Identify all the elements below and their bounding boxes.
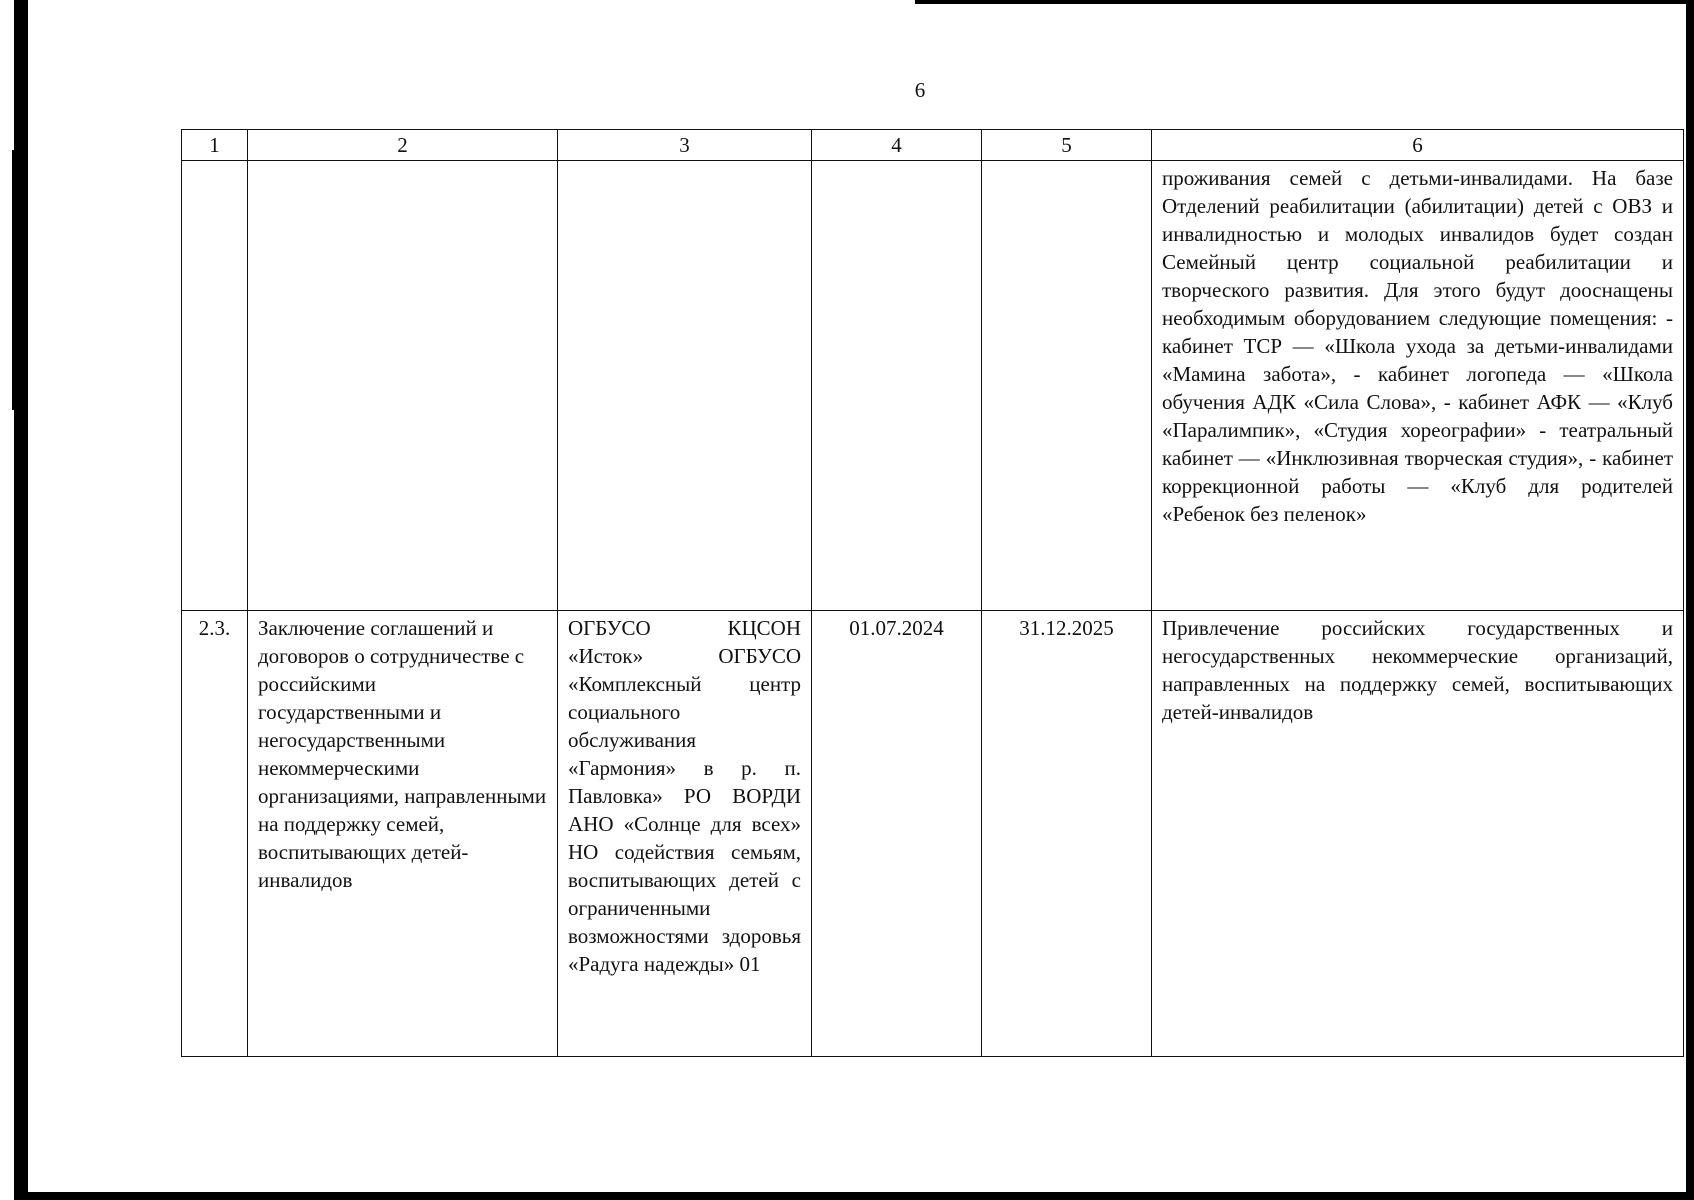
table-header-row [182,130,1684,161]
cell-result: проживания семей с детьми-инвалидами. На базе Отделений реабилитации (абилитации) детей с ОВЗ и инвалидностью и молодых инвалидов будет создан Семейный центр социальной реабилитации и творческого развития. Для этого будут дооснащены необходимым оборудованием следующие помещения: - кабинет ТСР — «Школа ухода за детьми-инвалидами «Мамина забота», - кабинет логопеда — «Школа обучения АДК «Сила Слова», - кабинет АФК — «Клуб «Паралимпик», «Студия хореографии» - театральный кабинет — «Инклюзивная творческая студия», - кабинет коррекционной работы — «Клуб для родителей «Ребенок без пеленок» [1152,161,1684,611]
scan-border-left-mark [12,150,28,410]
page-number: 6 [914,78,926,102]
scan-border-bottom [14,1192,1694,1200]
cell-start-date: 01.07.2024 [812,611,982,1057]
table-row [182,161,1684,611]
cell-end-date [982,161,1152,611]
cell-measure: Заключение соглашений и договоров о сотрудничестве с российскими государственными и негосударственными некоммерческими организациями, направленными на поддержку семей, воспитывающих детей-инвалидов [248,611,558,1057]
plan-table [181,129,1684,1057]
cell-num: 2.3. [182,611,248,1057]
scan-border-top [915,0,1694,4]
header-col-3: 3 [558,130,812,161]
header-col-2: 2 [248,130,558,161]
header-col-4: 4 [812,130,982,161]
cell-start-date [812,161,982,611]
cell-measure [248,161,558,611]
cell-executors [558,161,812,611]
table-row [182,611,1684,1057]
cell-result: Привлечение российских государственных и негосударственных некоммерческие организаций, направленных на поддержку семей, воспитывающих детей-инвалидов [1152,611,1684,1057]
cell-end-date: 31.12.2025 [982,611,1152,1057]
header-col-5: 5 [982,130,1152,161]
cell-num [182,161,248,611]
header-col-1: 1 [182,130,248,161]
header-col-6: 6 [1152,130,1684,161]
cell-executors: ОГБУСО КЦСОН «Исток» ОГБУСО «Комплексный центр социального обслуживания «Гармония» в р. п. Павловка» РО ВОРДИ АНО «Солнце для всех» НО содействия семьям, воспитывающих детей с ограниченными возможностями здоровья «Радуга надежды» 01 [558,611,812,1057]
scan-border-right [1686,0,1694,1200]
